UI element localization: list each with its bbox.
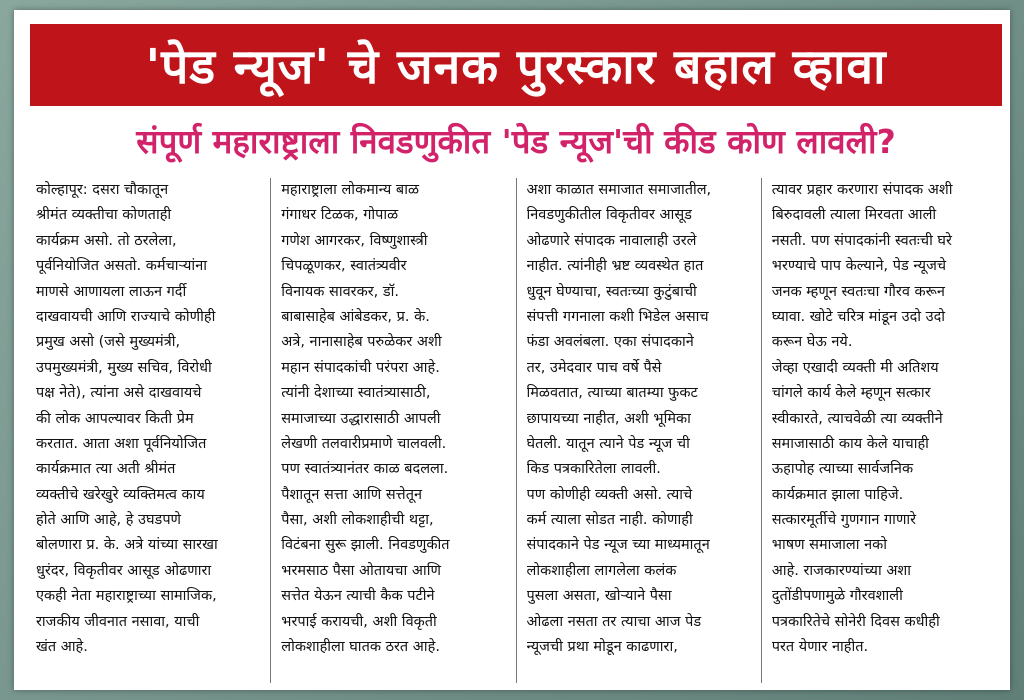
article-line: राजकीय जीवनात नसावा, याची	[36, 613, 200, 630]
article-line: निवडणुकीतील विकृतीवर आसूड	[526, 207, 692, 224]
newspaper-clipping	[14, 10, 1010, 690]
article-line: श्रीमंत व्यक्तीचा कोणताही	[36, 207, 172, 224]
article-column-4	[762, 178, 1006, 683]
article-line: फंडा अवलंबला. एका संपादकाने	[526, 334, 694, 351]
article-line: पुसला असता, खोऱ्याने पैसा	[526, 588, 672, 605]
article-line: समाजाच्या उद्धारासाठी आपली	[281, 410, 441, 427]
article-column-2	[271, 178, 516, 683]
article-line: त्यांनी देशाच्या स्वातंत्र्यासाठी,	[281, 385, 431, 402]
article-line: भाषण समाजाला नको	[771, 537, 888, 554]
article-line: त्यावर प्रहार करणारा संपादक अशी	[771, 182, 953, 198]
article-line: भरण्याचे पाप केल्याने, पेड न्यूजचे	[771, 258, 947, 275]
article-line: व्यक्तीचे खरेखुरे व्यक्तिमत्व काय	[36, 486, 205, 503]
article-line: धुरंदर, विकृतीवर आसूड ओढणारा	[36, 562, 212, 579]
article-line: पत्रकारितेचे सोनेरी दिवस कधीही	[771, 613, 940, 630]
article-line: आहे. राजकारण्यांच्या अशा	[771, 562, 912, 579]
article-line: पक्ष नेते), त्यांना असे दाखवायचे	[36, 385, 202, 402]
article-line: परत येणार नाहीत.	[771, 639, 869, 656]
article-line: नसती. पण संपादकांनी स्वतःची घरे	[771, 232, 952, 249]
article-line: ओढला नसता तर त्याचा आज पेड	[526, 613, 702, 630]
article-column-1	[26, 178, 271, 683]
article-line: समाजासाठी काय केले याचाही	[771, 435, 929, 452]
article-line: अशा काळात समाजात समाजातील,	[526, 182, 712, 198]
article-line: सत्कारमूर्तीचे गुणगान गाणारे	[771, 512, 917, 529]
article-line: ऊहापोह त्याच्या सार्वजनिक	[771, 461, 914, 478]
article-line: किड पत्रकारितेला लावली.	[526, 461, 661, 478]
article-line: संपादकाने पेड न्यूज च्या माध्यमातून	[526, 537, 710, 554]
article-line: महान संपादकांची परंपरा आहे.	[281, 359, 440, 376]
headline: 'पेड न्यूज' चे जनक पुरस्कार बहाल व्हावा	[145, 38, 887, 95]
article-body	[26, 178, 1006, 683]
article-line: बाबासाहेब आंबेडकर, प्र. के.	[281, 308, 430, 325]
article-line: करतात. आता अशा पूर्वनियोजित	[36, 435, 207, 452]
article-line: कार्यक्रमात झाला पाहिजे.	[771, 486, 904, 503]
article-line: संपत्ती गगनाला कशी भिडेल असाच	[526, 308, 709, 325]
article-line: उपमुख्यमंत्री, मुख्य सचिव, विरोधी	[36, 359, 212, 376]
article-line: घेतली. यातून त्याने पेड न्यूज ची	[526, 435, 690, 452]
article-line: चिपळूणकर, स्वातंत्र्यवीर	[281, 258, 407, 275]
article-line: कर्म त्याला सोडत नाही. कोणाही	[526, 512, 693, 529]
article-line: कोल्हापूर: दसरा चौकातून	[36, 182, 169, 198]
article-line: पण स्वातंत्र्यानंतर काळ बदलला.	[281, 461, 449, 478]
article-line: भरमसाठ पैसा ओतायचा आणि	[281, 562, 441, 579]
article-line: विटंबना सुरू झाली. निवडणुकीत	[281, 537, 450, 554]
article-line: गंगाधर टिळक, गोपाळ	[281, 207, 399, 224]
article-line: विनायक सावरकर, डॉ.	[281, 283, 399, 300]
article-line: पैशातून सत्ता आणि सत्तेतून	[281, 486, 423, 503]
article-line: लेखणी तलवारीप्रमाणे चालवली.	[281, 435, 447, 452]
article-line: नाहीत. त्यांनीही भ्रष्ट व्यवस्थेत हात	[526, 258, 704, 275]
article-line: जेव्हा एखादी व्यक्ती मी अतिशय	[771, 359, 939, 376]
article-line: गणेश आगरकर, विष्णुशास्त्री	[281, 232, 428, 249]
headline-banner	[30, 24, 1002, 106]
article-line: लोकशाहीला घातक ठरत आहे.	[281, 639, 440, 656]
article-line: सत्तेत येऊन त्याची कैक पटीने	[281, 588, 435, 605]
article-line: प्रमुख असो (जसे मुख्यमंत्री,	[36, 334, 181, 351]
article-line: एकही नेता महाराष्ट्राच्या सामाजिक,	[36, 588, 217, 605]
article-line: बोलणारा प्र. के. अत्रे यांच्या सारखा	[36, 537, 218, 554]
article-line: की लोक आपल्यावर किती प्रेम	[36, 410, 194, 427]
article-line: ओढणारे संपादक नावालाही उरले	[526, 232, 697, 249]
article-line: अत्रे, नानासाहेब परुळेकर अशी	[281, 334, 442, 351]
article-line: कार्यक्रमात त्या अती श्रीमंत	[36, 461, 176, 478]
article-line: कार्यक्रम असो. तो ठरलेला,	[36, 232, 177, 249]
article-line: पैसा, अशी लोकशाहीची थट्टा,	[281, 512, 434, 529]
article-line: भरपाई करायची, अशी विकृती	[281, 613, 437, 630]
article-column-3	[517, 178, 762, 683]
article-line: धुवून घेण्याचा, स्वतःच्या कुटुंबाची	[526, 283, 697, 300]
article-line: बिरुदावली त्याला मिरवता आली	[771, 207, 937, 224]
article-line: महाराष्ट्राला लोकमान्य बाळ	[281, 182, 419, 198]
article-line: लोकशाहीला लागलेला कलंक	[526, 562, 677, 579]
subheadline: संपूर्ण महाराष्ट्राला निवडणुकीत 'पेड न्यूज'ची कीड कोण लावली?	[136, 121, 896, 161]
article-line: तर, उमेदवार पाच वर्षे पैसे	[526, 359, 662, 376]
article-line: न्यूजची प्रथा मोडून काढणारा,	[526, 639, 678, 656]
article-line: दाखवायची आणि राज्याचे कोणीही	[36, 308, 216, 325]
article-line: खंत आहे.	[36, 639, 88, 656]
article-line: चांगले कार्य केले म्हणून सत्कार	[771, 385, 931, 402]
article-line: माणसे आणायला लाऊन गर्दी	[36, 283, 187, 300]
article-line: मिळवतात, त्याच्या बातम्या फुकट	[526, 385, 698, 402]
article-line: होते आणि आहे, हे उघडपणे	[36, 512, 182, 529]
article-line: दुतोंडीपणामुळे गौरवशाली	[771, 588, 903, 605]
article-line: करून घेऊ नये.	[771, 334, 853, 351]
article-line: घ्यावा. खोटे चरित्र मांडून उदो उदो	[771, 308, 946, 325]
article-line: पण कोणीही व्यक्ती असो. त्याचे	[526, 486, 693, 503]
article-line: जनक म्हणून स्वतःचा गौरव करून	[771, 283, 945, 300]
article-line: पूर्वनियोजित असतो. कर्मचाऱ्यांना	[36, 258, 207, 275]
article-line: छापायच्या नाहीत, अशी भूमिका	[526, 410, 691, 427]
article-line: स्वीकारते, त्याचवेळी त्या व्यक्तीने	[771, 410, 943, 427]
